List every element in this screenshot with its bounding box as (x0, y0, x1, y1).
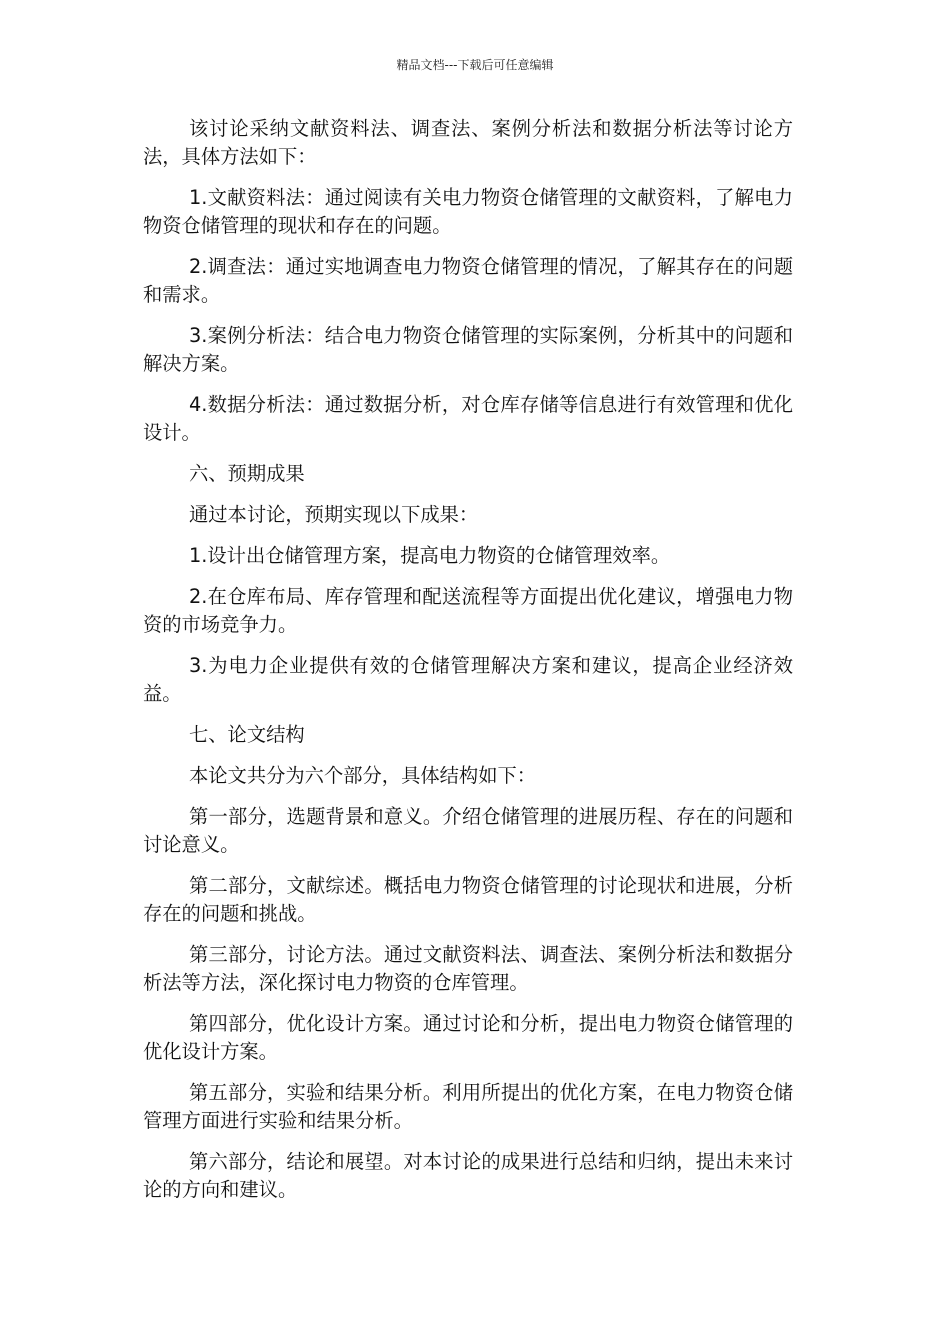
paragraph-part-5: 第五部分，实验和结果分析。利用所提出的优化方案，在电力物资仓储管理方面进行实验和结果分析。 (143, 1081, 793, 1132)
page-header: 精品文档---下载后可任意编辑 (396, 58, 554, 72)
paragraph-result-1: 1.设计出仓储管理方案，提高电力物资的仓储管理效率。 (189, 544, 671, 567)
paragraph-part-3: 第三部分，讨论方法。通过文献资料法、调查法、案例分析法和数据分析法等方法，深化探讨电力物资的仓库管理。 (143, 943, 793, 994)
section-heading-thesis-structure: 七、论文结构 (189, 723, 305, 746)
paragraph-structure-intro: 本论文共分为六个部分，具体结构如下： (189, 764, 537, 787)
paragraph-result-2: 2.在仓库布局、库存管理和配送流程等方面提出优化建议，增强电力物资的市场竞争力。 (143, 585, 793, 636)
paragraph-method-case: 3.案例分析法：结合电力物资仓储管理的实际案例，分析其中的问题和解决方案。 (143, 324, 793, 375)
paragraph-part-2: 第二部分，文献综述。概括电力物资仓储管理的讨论现状和进展，分析存在的问题和挑战。 (143, 874, 793, 925)
document-body (143, 115, 793, 1217)
paragraph-result-3: 3.为电力企业提供有效的仓储管理解决方案和建议，提高企业经济效益。 (143, 654, 793, 705)
paragraph-part-1: 第一部分，选题背景和意义。介绍仓储管理的进展历程、存在的问题和讨论意义。 (143, 805, 793, 856)
paragraph-part-4: 第四部分，优化设计方案。通过讨论和分析，提出电力物资仓储管理的优化设计方案。 (143, 1012, 793, 1063)
paragraph-method-literature: 1.文献资料法：通过阅读有关电力物资仓储管理的文献资料，了解电力物资仓储管理的现状和存在的问题。 (143, 186, 793, 237)
section-heading-expected-results: 六、预期成果 (189, 462, 305, 485)
paragraph-results-intro: 通过本讨论，预期实现以下成果： (189, 503, 479, 526)
paragraph-method-data: 4.数据分析法：通过数据分析，对仓库存储等信息进行有效管理和优化设计。 (143, 393, 793, 444)
paragraph-methods-intro: 该讨论采纳文献资料法、调查法、案例分析法和数据分析法等讨论方法，具体方法如下： (143, 117, 793, 168)
paragraph-part-6: 第六部分，结论和展望。对本讨论的成果进行总结和归纳，提出未来讨论的方向和建议。 (143, 1150, 793, 1201)
paragraph-method-survey: 2.调查法：通过实地调查电力物资仓储管理的情况，了解其存在的问题和需求。 (143, 255, 793, 306)
